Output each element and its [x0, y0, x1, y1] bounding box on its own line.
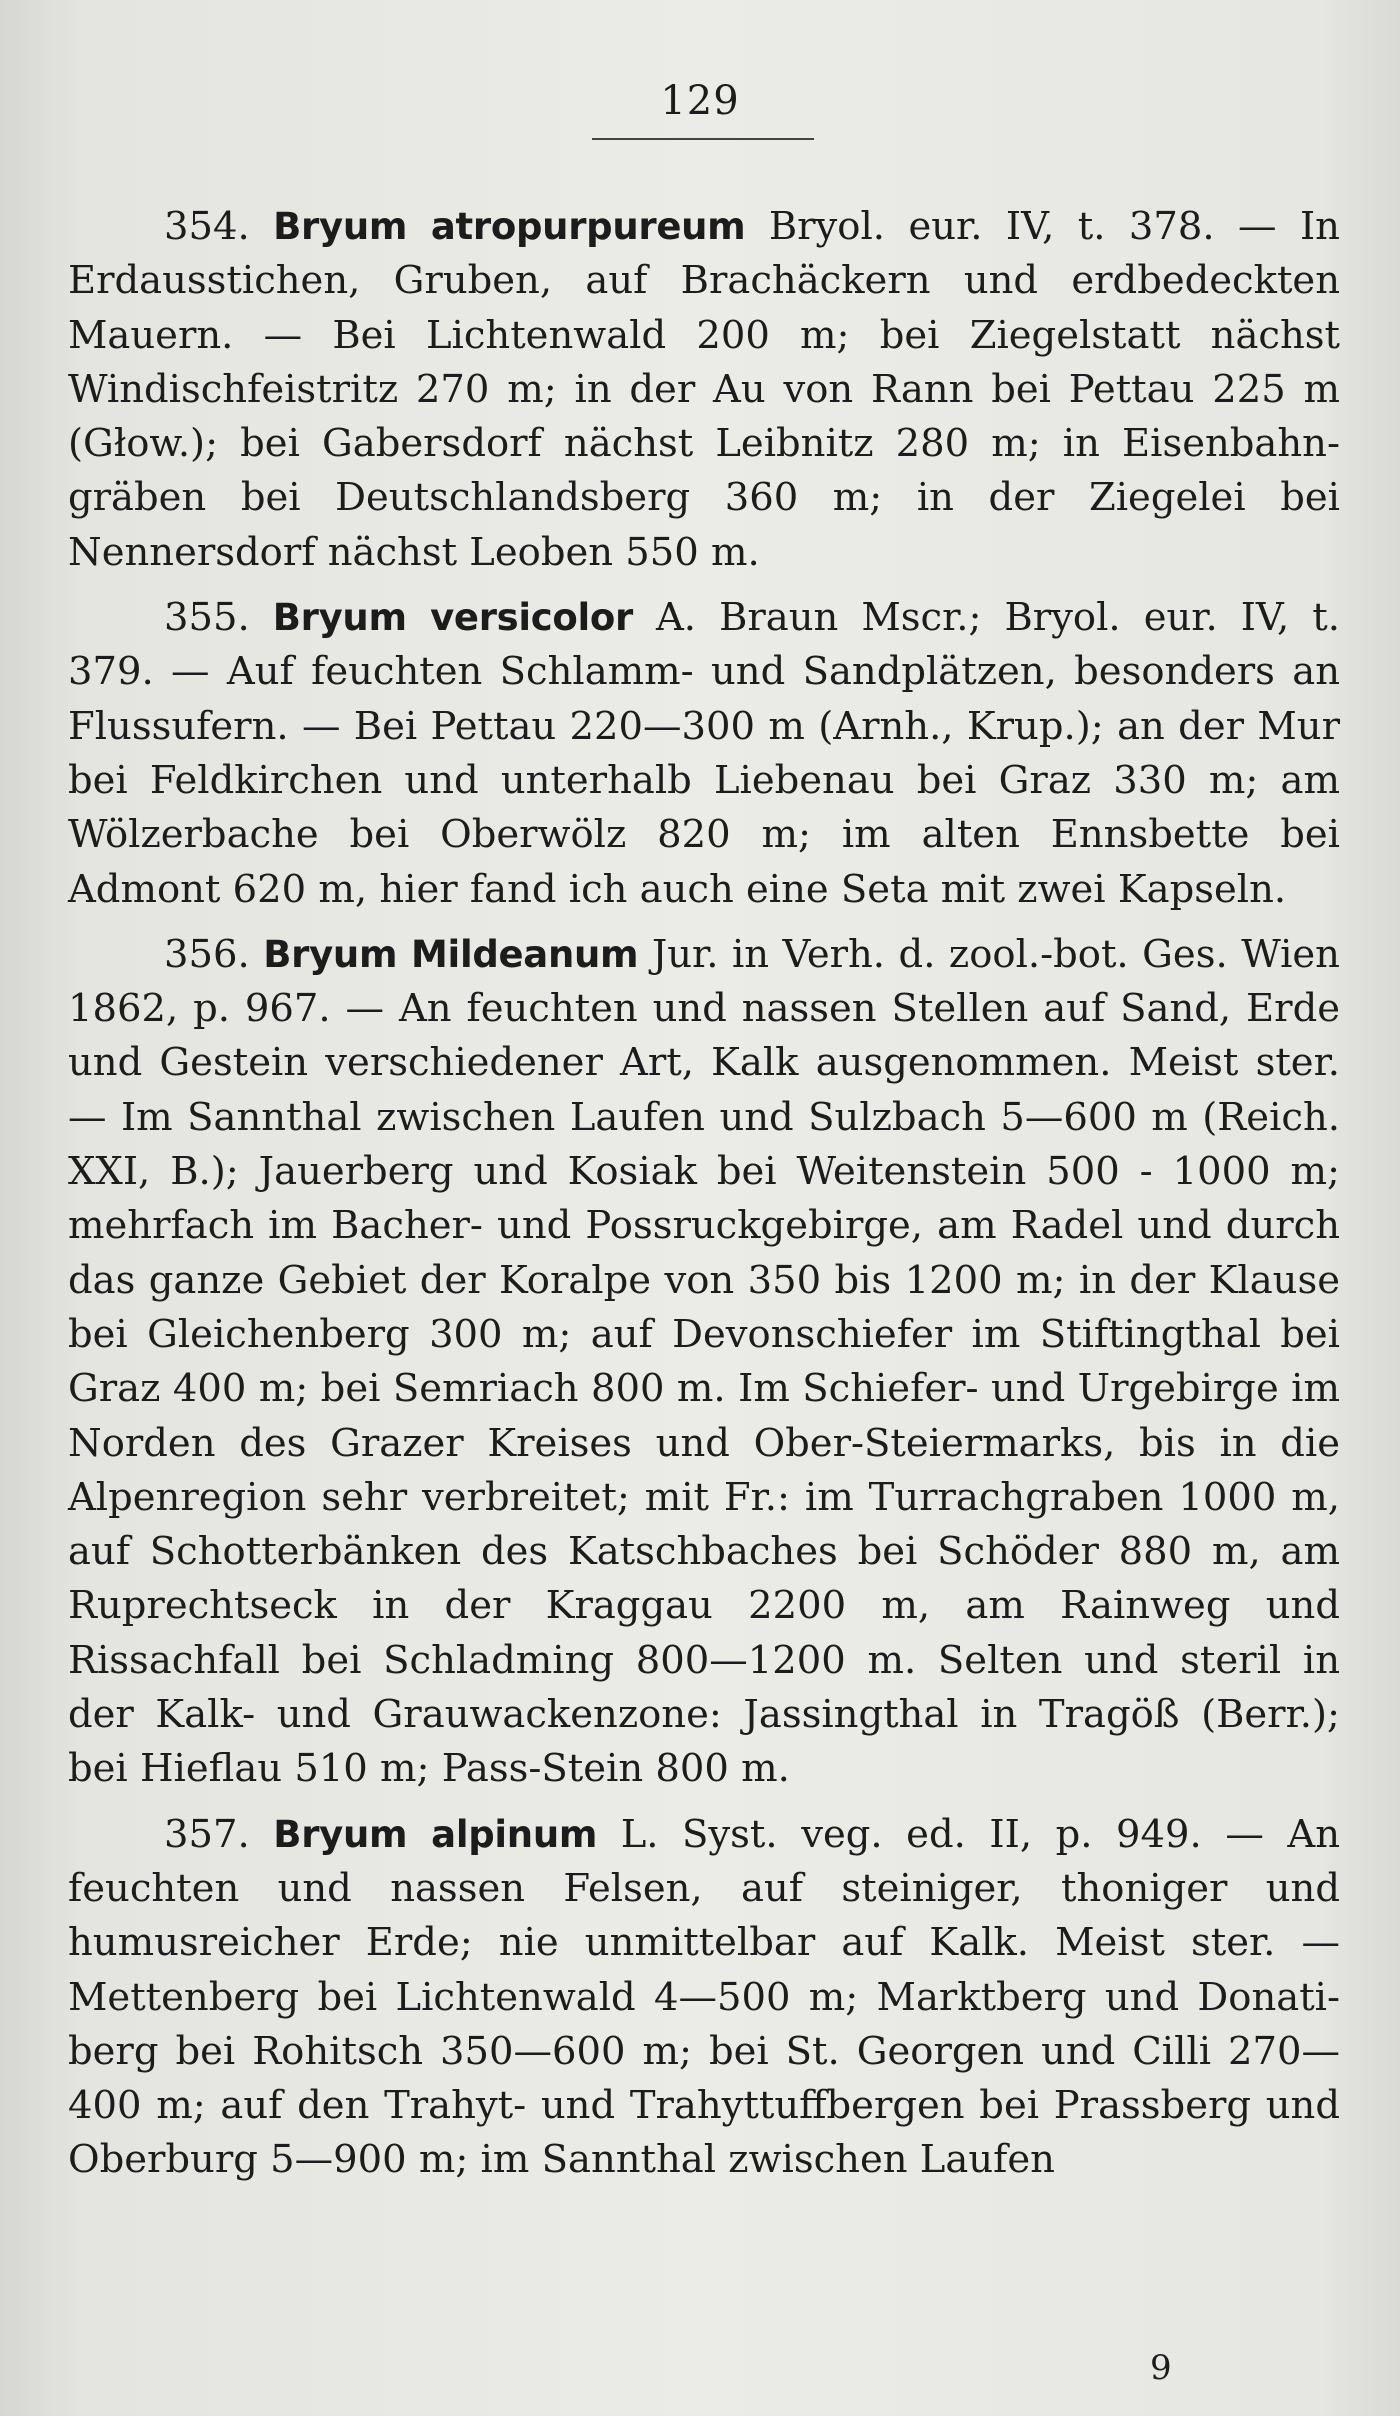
entry-number: 356.	[164, 931, 250, 977]
species-name: Bryum Mildeanum	[263, 932, 639, 976]
species-name: Bryum versicolor	[272, 596, 633, 640]
entry-number: 354.	[164, 204, 250, 249]
entry-text: L. Syst. veg. ed. II, p. 949. — An feuchten und nassen Felsen, auf steiniger, thoniger und humusreicher Erde; nie unmittelbar auf Kalk. Meist ster. — Mettenberg bei Lichtenwald 4—500 m; Marktberg und Donatiberg bei Rohitsch 350—600 m; bei St. Georgen und Cilli 270—400 m; auf den Trahyt- und Trahyttuffbergen bei Prassberg und Oberburg 5—900 m; im Sannthal zwischen Laufen	[68, 1811, 1340, 2183]
species-name: Bryum alpinum	[273, 1812, 598, 1856]
header-rule	[592, 138, 814, 140]
species-name: Bryum atropurpureum	[273, 205, 746, 248]
signature-mark: 9	[1150, 2348, 1172, 2388]
species-entry-356	[68, 928, 1340, 1797]
species-entry-354	[68, 200, 1340, 580]
species-entry-355	[68, 591, 1340, 917]
entry-number: 355.	[164, 595, 250, 641]
entry-text: Jur. in Verh. d. zool.-bot. Ges. Wien 1862, p. 967. — An feuchten und nassen Stellen auf Sand, Erde und Gestein verschiedener Art, Kalk ausgenommen. Meist ster. — Im Sannthal zwischen Laufen und Sulzbach 5—600 m (Reich. XXI, B.); Jauerberg und Kosiak bei Weitenstein 500 - 1000 m; mehrfach im Bacher- und Possruckgebirge, am Radel und durch das ganze Gebiet der Koralpe von 350 bis 1200 m; in der Klause bei Gleichenberg 300 m; auf Devonschiefer im Stiftingthal bei Graz 400 m; bei Semriach 800 m. Im Schiefer- und Urgebirge im Norden des Grazer Kreises und Ober-Steiermarks, bis in die Alpenregion sehr verbreitet; mit Fr.: im Turrachgraben 1000 m, auf Schotterbänken des Katschbaches bei Schöder 880 m, am Ruprechtseck in der Kraggau 2200 m, am Rainweg und Rissachfall bei Schladming 800—1200 m. Selten und steril in der Kalk- und Grauwackenzone: Jassingthal in Tragöß (Berr.); bei Hieflau 510 m; Pass-Stein 800 m.	[68, 931, 1340, 1792]
entry-text: A. Braun Mscr.; Bryol. eur. IV, t. 379. — Auf feuchten Schlamm- und Sandplätzen, besonders an Flussufern. — Bei Pettau 220—300 m (Arnh., Krup.); an der Mur bei Feldkirchen und unterhalb Liebenau bei Graz 330 m; am Wölzerbache bei Oberwölz 820 m; im alten Ennsbette bei Admont 620 m, hier fand ich auch eine Seta mit zwei Kapseln.	[68, 595, 1340, 912]
page-number: 129	[660, 78, 740, 124]
entry-number: 357.	[164, 1811, 250, 1857]
page-body	[68, 200, 1340, 2188]
entry-text: Bryol. eur. IV, t. 378. — In Erdausstichen, Gruben, auf Brachäckern und erdbedeckten Mauern. — Bei Lichtenwald 200 m; bei Ziegelstatt nächst Windischfeistritz 270 m; in der Au von Rann bei Pettau 225 m (Głow.); bei Gabersdorf nächst Leibnitz 280 m; in Eisenbahngräben bei Deutschlandsberg 360 m; in der Ziegelei bei Nennersdorf nächst Leoben 550 m.	[68, 204, 1340, 575]
species-entry-357	[68, 1808, 1340, 2188]
